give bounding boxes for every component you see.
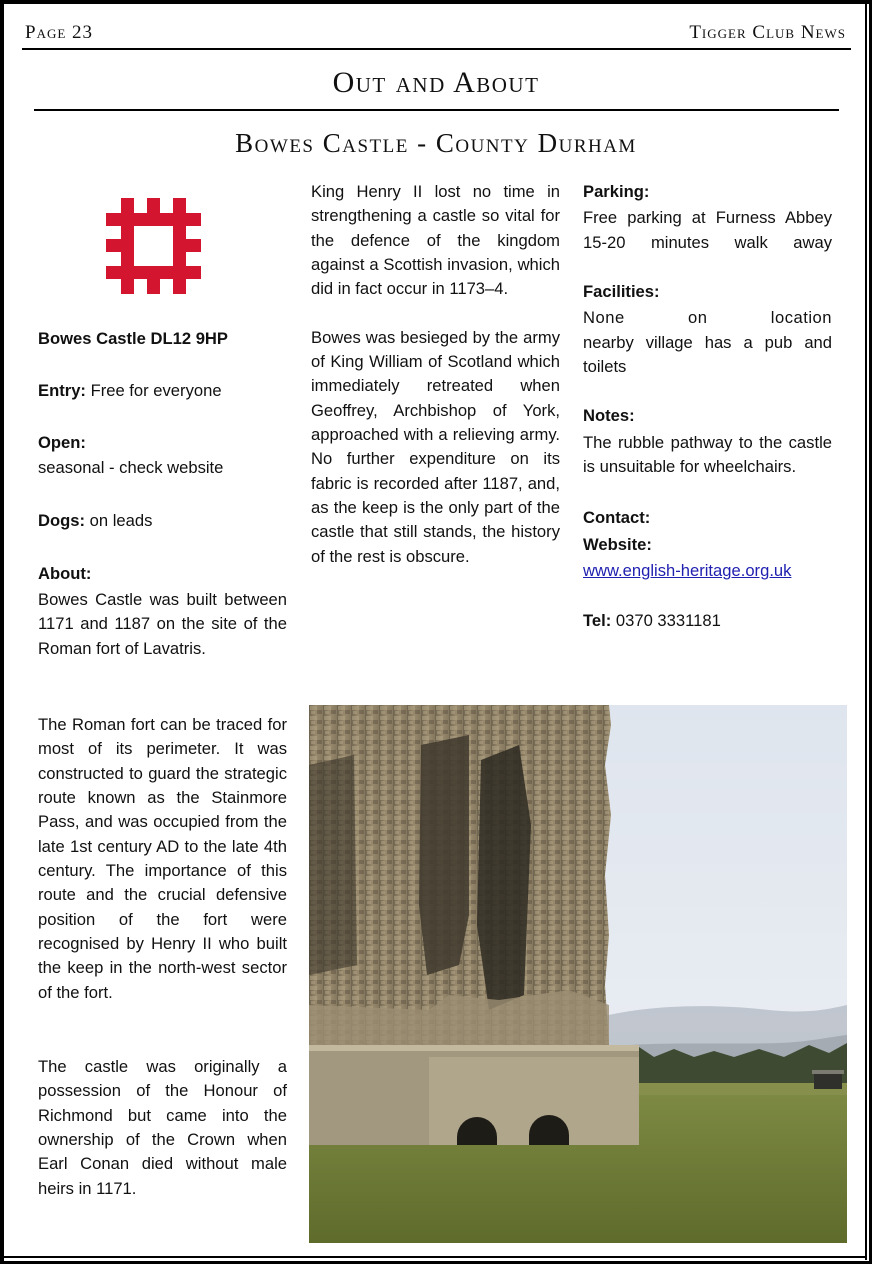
parking-value: Free parking at Furness Abbey 15-20 minutes walk away (583, 208, 832, 252)
right-column (583, 180, 832, 634)
entry-label: Entry: (38, 381, 86, 400)
website-link[interactable]: www.english-heritage.org.uk (583, 561, 792, 581)
about-paragraph: The Roman fort can be traced for most of its perimeter. It was constructed to guard the strategic route known as the Stainmore Pass, and was occupied from the late 1st century AD to the late 4th century. The importance of this route and the crucial defensive position of the fort were recognised by Henry II who built the keep in the north-west sector of the fort. (38, 715, 287, 1002)
middle-column (311, 180, 560, 569)
tel-info (583, 609, 832, 633)
dogs-value: on leads (89, 511, 153, 530)
notes-label: Notes: (583, 406, 635, 426)
left-column (38, 0, 287, 1264)
address: Bowes Castle DL12 9HP (38, 329, 228, 348)
publication-name: Tigger Club News (689, 22, 846, 43)
page-border-left (0, 0, 4, 1264)
dogs-label: Dogs: (38, 511, 86, 530)
open-value: seasonal - check website (38, 458, 224, 477)
facilities-value-line1: None on location (583, 308, 832, 328)
entry-info (38, 379, 287, 403)
page-border-right-inner (865, 4, 867, 1260)
article-title: Bowes Castle - County Durham (235, 128, 637, 158)
about-paragraph: The castle was originally a possession of the Honour of Richmond but came into the ownership of the Crown when Earl Conan died without male heirs in 1171. (38, 1057, 287, 1198)
parking-label: Parking: (583, 182, 650, 201)
notes-value: The rubble pathway to the castle is unsuitable for wheelchairs. (583, 432, 832, 477)
page-number: Page 23 (25, 22, 94, 43)
facilities-value: nearby village has a pub and toilets (583, 332, 832, 377)
tel-label: Tel: (583, 611, 612, 631)
history-paragraph: King Henry II lost no time in strengthening a castle so vital for the defence of the kingdom against a Scottish invasion, which did in fact occur in 1173–4. (311, 182, 560, 299)
history-paragraph: Bowes was besieged by the army of King William of Scotland which immediately retreated when Geoffrey, Archbishop of York, approached with a relieving army. No further expenditure on its fabric is recorded after 1187, and, as the keep is the only part of the castle that still stands, the history of the rest is obscure. (311, 327, 560, 566)
contact-label: Contact: (583, 508, 651, 528)
open-label: Open: (38, 433, 86, 452)
entry-value: Free for everyone (90, 381, 222, 400)
about-label: About: (38, 564, 92, 583)
about-paragraph: Bowes Castle was built between 1171 and 1187 on the site of the Roman fort of Lavatris. (38, 590, 287, 658)
website-label: Website: (583, 534, 652, 554)
castle-photo (309, 705, 847, 1243)
facilities-label: Facilities: (583, 282, 660, 302)
tel-value: 0370 3331181 (615, 611, 721, 631)
dogs-info (38, 509, 287, 533)
section-title: Out and About (332, 66, 540, 99)
